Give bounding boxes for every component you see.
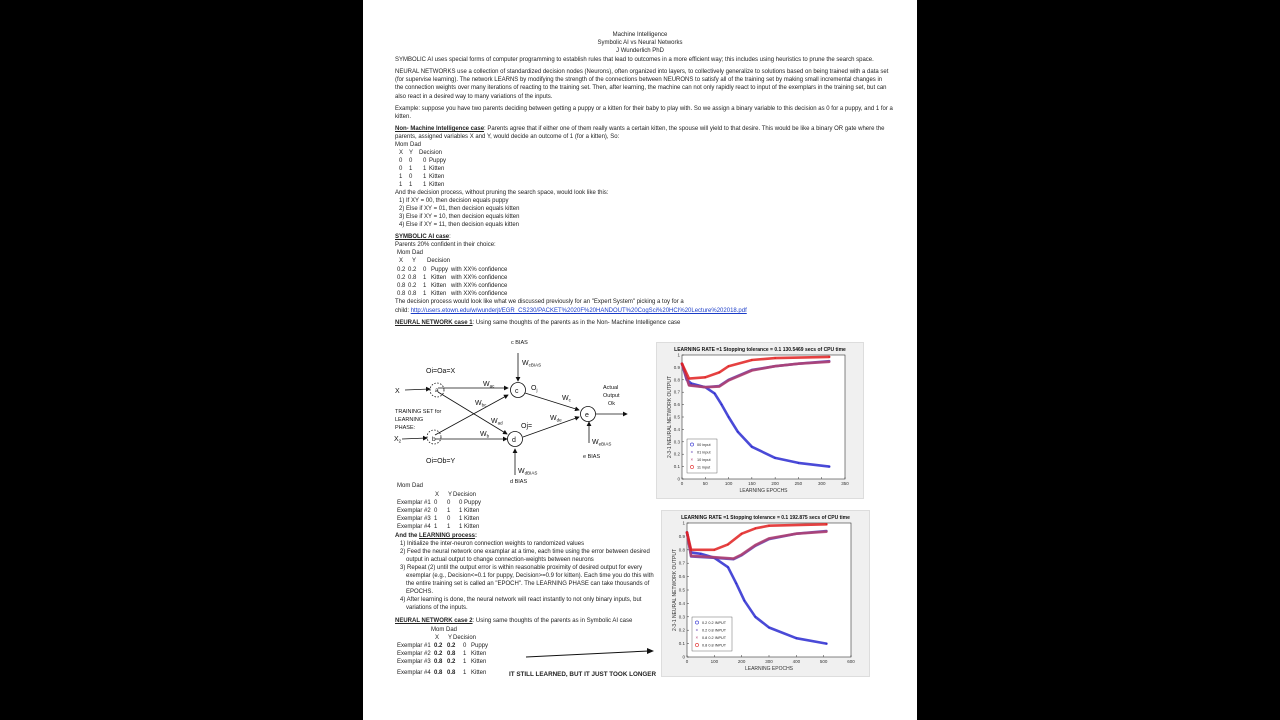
table-cell: 0 [434, 500, 438, 506]
neural-network-diagram [390, 335, 650, 485]
learning-step: the entire training set is called an "EPOCH". The LEARNING PHASE can take thousands of [406, 581, 650, 587]
table-row [397, 508, 479, 515]
y-tick-label: 0.4 [673, 426, 680, 432]
nn-case1-heading: NEURAL NETWORK case 1 [395, 320, 473, 326]
w-b-label: $W_b$ [480, 431, 490, 439]
symbolic-confidence: Parents 20% confident in their choice: [395, 242, 496, 248]
data-point [718, 386, 720, 388]
data-point [688, 385, 690, 387]
table-cell: 0 [463, 643, 467, 649]
table-cell: 1 [459, 508, 463, 514]
legend-entry: 0.2 0.2 INPUT [702, 621, 727, 625]
ob-label: Oi=Ob=Y [426, 458, 456, 465]
doc-subtitle: Symbolic AI vs Neural Networks [597, 40, 683, 46]
table-cell: 0 [423, 267, 427, 273]
non-mi-step: 2) Else if XY = 01, then decision equals kitten [399, 206, 520, 212]
table-cell: 0.2 [397, 275, 406, 281]
expert-system-link[interactable]: http://users.etown.edu/w/wunderjt/EGR_CS230/PACKET%2020F%20HANDOUT%20CogSci%20HCI%20Lecture%202018.pdf [410, 308, 747, 314]
table-cell: 1 [459, 524, 463, 530]
x-tick-label: 100 [710, 659, 719, 664]
legend-entry: 10 input [697, 458, 711, 462]
node-d: d [512, 437, 516, 444]
table-cell: 0 [399, 158, 403, 164]
x-tick-label: 500 [819, 659, 828, 664]
table-cell: 0.8 [408, 275, 417, 281]
data-point [718, 372, 720, 374]
table-cell: Kitten [429, 174, 445, 180]
x-tick-label: 600 [847, 659, 855, 664]
x-tick-label: 300 [765, 659, 773, 664]
table-cell: 0.2 [434, 643, 443, 649]
table-cell: 0 [434, 508, 438, 514]
legend-entry: 0.2 0.8 INPUT [702, 628, 727, 633]
non-mi-step: 4) Else if XY = 11, then decision equals kitten [399, 222, 520, 228]
table-cell: Exemplar #3 [397, 516, 431, 522]
y-tick-label: 0.9 [673, 364, 680, 370]
table-cell: 1 [434, 516, 438, 522]
y-tick-label: 0.3 [673, 439, 680, 445]
x-tick-label: 150 [748, 481, 756, 486]
y-tick-label: 0.2 [673, 451, 680, 457]
oj-eq-label: Oj= [521, 423, 533, 430]
y-tick-label: 0.8 [678, 547, 685, 553]
oj-label: $O_j$ [531, 385, 538, 393]
learning-step: 3) Repeat (2) until the output error is within reasonable proximity of desired output for every [400, 565, 643, 571]
w-ad-label: $W_{ad}$ [491, 418, 503, 426]
data-point [796, 533, 798, 535]
data-point [826, 524, 828, 526]
y-tick-label: 0.3 [678, 614, 685, 620]
table-cell: Exemplar #4 [397, 670, 431, 676]
neural-intro-2: (for supervise learning). The network LEARNS by modifying the strength of the connections between NEURONS to satisfy all of the training set by making small incremental changes in [395, 77, 883, 83]
y-tick-label: 0.4 [678, 600, 685, 606]
table-cell: Kitten [429, 166, 445, 172]
table-cell: Exemplar #1 [397, 500, 431, 506]
d-bias-label: d BIAS [510, 479, 528, 485]
table-cell: Kitten [464, 508, 480, 514]
x-axis-label: LEARNING EPOCHS [744, 666, 794, 672]
data-point [828, 361, 830, 363]
svg-text:LEARNING: LEARNING [395, 417, 424, 423]
data-point [714, 556, 716, 558]
table-cell: with XX% confidence [451, 283, 508, 289]
document-page [363, 0, 917, 720]
learning-step: output in actual output to change connection-weights between neurons [406, 557, 594, 563]
table-cell: 0 [447, 516, 451, 522]
table-cell: 1 [423, 182, 427, 188]
table-row [397, 651, 486, 658]
data-point [744, 600, 746, 602]
y-tick-label: 0.5 [678, 587, 685, 593]
node-b: b [432, 436, 436, 443]
svg-text:PHASE:: PHASE: [395, 425, 416, 431]
example-1: Example: suppose you have two parents deciding between getting a puppy or a kitten for their baby to play with. So we assign a binary variable to this decision as 0 for a puppy, and 1 for a [395, 106, 893, 112]
example-2: kitten. [395, 114, 412, 120]
table-cell: 0.2 [434, 651, 443, 657]
table-cell: 0.2 [408, 283, 417, 289]
table-cell: 0 [409, 158, 413, 164]
nn-case1-line: NEURAL NETWORK case 1: Using same thoughts of the parents as in the Non- Machine Intelligence case [395, 320, 681, 326]
node-e: e [585, 412, 589, 419]
neural-intro-1: NEURAL NETWORKS use a collection of standardized decision nodes (Neurons), often organized into layers, to collectively generalize to solutions based on being trained with a data set [395, 69, 889, 75]
neural-intro-3: the connection weights over many iterations of reacting to the training set. Then, after learning, the machine can not only rapidly react to input of the exemplars in the training set, but can [395, 85, 887, 91]
table-cell: 0.8 [434, 670, 443, 676]
table-row [399, 158, 446, 165]
table-row [397, 267, 507, 274]
data-point [826, 531, 828, 533]
table-cell: 1 [423, 291, 427, 297]
table-cell: 0.2 [447, 659, 456, 665]
chart-title: LEARNING RATE =1 Stopping tolerance = 0.1 130.5469 secs of CPU time [674, 347, 846, 353]
table-cell: with XX% confidence [451, 275, 508, 281]
table-cell: 1 [459, 516, 463, 522]
case1-table-header: X YDecision [435, 492, 477, 498]
data-point [798, 462, 800, 464]
legend-marker-x-icon: × [695, 627, 699, 633]
actual-output-label: Actual [603, 385, 619, 391]
chart-case2 [661, 510, 870, 677]
learning-step: 4) After learning is done, the neural network will react instantly to not only binary inputs, but [400, 597, 642, 603]
y-tick-label: 0.7 [678, 560, 685, 566]
table-cell: 0.8 [434, 659, 443, 665]
data-point [737, 431, 739, 433]
c-bias-label: c BIAS [511, 340, 528, 346]
table-cell: Kitten [431, 291, 447, 297]
x-axis-label: LEARNING EPOCHS [739, 488, 788, 494]
table-cell: Kitten [429, 182, 445, 188]
node-a: a [435, 387, 439, 394]
y-tick-label: 0 [677, 476, 680, 482]
data-point [741, 554, 743, 556]
non-mi-heading: Non- Machine Intelligence case [395, 126, 485, 132]
data-point [688, 378, 690, 380]
doc-author: J Wunderlich PhD [616, 48, 664, 54]
table-cell: Kitten [431, 275, 447, 281]
table-cell: Kitten [464, 516, 480, 522]
table-cell: 0.8 [397, 291, 406, 297]
case2-mom-dad: Mom Dad [431, 627, 458, 633]
data-point [690, 549, 692, 551]
non-mi-text: : Parents agree that if either one of them really wants a certain kitten, the spouse will yield to that desire. This would be like a binary OR gate where the [484, 126, 885, 132]
y-axis-label: 2-3-1 NEURAL NETWORK OUTPUT [667, 375, 673, 459]
data-point [686, 532, 688, 534]
table-cell: 1 [463, 670, 467, 676]
w-ac-label: $W_{ac}$ [483, 381, 495, 389]
e-bias-label: e BIAS [583, 454, 601, 460]
data-point [768, 627, 770, 629]
w-dbias-label: $W_{dBIAS}$ [518, 468, 538, 476]
legend-marker-x-icon: × [695, 635, 699, 640]
table-cell: 0 [423, 158, 427, 164]
table-row [399, 166, 444, 173]
table-row [399, 174, 444, 181]
learning-step: exemplar (e.g., Decision<=0.1 for puppy, Decision>=0.9 for kitten). Each time you do this with [406, 573, 654, 579]
case1-mom-dad: Mom Dad [397, 483, 424, 489]
chart-case1 [656, 342, 864, 499]
w-de-label: $W_{de}$ [550, 415, 562, 423]
table-cell: Kitten [431, 283, 447, 289]
x-tick-label: 0 [680, 481, 684, 486]
data-point [727, 544, 729, 546]
table-cell: 0.8 [408, 291, 417, 297]
table-cell: 1 [423, 174, 427, 180]
table-cell: Puppy [431, 267, 449, 273]
data-point [755, 528, 757, 530]
data-point [728, 365, 730, 367]
data-point [728, 380, 730, 382]
data-point [690, 555, 692, 557]
table-cell: Kitten [471, 659, 487, 665]
table-cell: Puppy [471, 643, 489, 649]
table-row [399, 182, 444, 189]
non-mi-mom-dad: Mom Dad [395, 142, 422, 148]
data-point [735, 583, 737, 585]
data-point [768, 525, 770, 527]
non-mi-step: 1) If XY = 00, then decision equals puppy [399, 198, 509, 204]
learning-heading: LEARNING process [419, 533, 476, 539]
table-row [397, 275, 507, 282]
data-point [828, 466, 830, 468]
data-point [727, 566, 729, 568]
table-cell: 0.2 [397, 267, 406, 273]
table-cell: 0.8 [397, 283, 406, 289]
table-cell: 1 [463, 651, 467, 657]
table-cell: Exemplar #4 [397, 524, 431, 530]
learning-step: variations of the inputs. [406, 605, 468, 611]
legend-entry: 00 input [697, 443, 711, 447]
y-tick-label: 1 [682, 520, 685, 526]
svg-text:Ok: Ok [608, 401, 616, 407]
x-tick-label: 100 [724, 481, 733, 486]
y-tick-label: 0.1 [673, 464, 680, 470]
nn-case2-line: NEURAL NETWORK case 2: Using same thoughts of the parents as in Symbolic AI case [395, 618, 633, 624]
data-point [768, 538, 770, 540]
legend-entry: 11 input [697, 465, 711, 470]
data-point [774, 357, 776, 359]
non-mi-line-2: parents, assigned variables X and Y, would decide an outcome of 1 (for a kitten), So: [395, 134, 620, 140]
data-point [704, 386, 706, 388]
learning-step: 1) Initialize the inter-neuron connection weights to randomized values [400, 541, 585, 547]
symbolic-mom-dad: Mom Dad [397, 250, 424, 256]
x-tick-label: 50 [702, 481, 708, 486]
neural-intro-4: also react in a desired way to many variations of the inputs. [395, 94, 553, 100]
table-row [397, 670, 486, 677]
table-cell: 0 [459, 500, 463, 506]
x-tick-label: 250 [794, 481, 803, 486]
data-point [798, 363, 800, 365]
table-cell: Exemplar #3 [397, 659, 431, 665]
table-cell: 0 [399, 166, 403, 172]
table-cell: 1 [399, 174, 403, 180]
table-cell: 1 [463, 659, 467, 665]
oa-label: Oi=Oa=X [426, 368, 456, 375]
table-cell: 1 [423, 275, 427, 281]
x-tick-label: 0 [685, 659, 689, 664]
svg-text:Output: Output [603, 393, 620, 399]
case2-note: IT STILL LEARNED, BUT IT JUST TOOK LONGER [509, 671, 657, 678]
table-cell: Exemplar #2 [397, 508, 431, 514]
table-cell: Puppy [429, 158, 447, 164]
node-c: c [515, 388, 519, 395]
data-point [796, 637, 798, 639]
table-row [397, 516, 479, 523]
data-point [700, 553, 702, 555]
symbolic-child-line: child: http://users.etown.edu/w/wunderjt/EGR_CS230/PACKET%2020F%20HANDOUT%20CogSci%20HCI%20Lecture%202018.pdf [395, 308, 747, 314]
x-input-label: X [395, 388, 400, 395]
y-tick-label: 0.5 [673, 414, 680, 420]
table-cell: 1 [409, 166, 413, 172]
table-cell: Kitten [471, 670, 487, 676]
y-tick-label: 0.6 [673, 402, 680, 408]
arrow-to-chart [523, 645, 658, 660]
table-cell: with XX% confidence [451, 267, 508, 273]
y-tick-label: 0 [682, 654, 685, 660]
table-cell: 1 [447, 524, 451, 530]
x2-input-label: $X_2$ [394, 436, 402, 444]
table-row [397, 643, 488, 650]
x-tick-label: 350 [841, 481, 849, 486]
symbolic-heading-line: SYMBOLIC AI case: [395, 234, 451, 240]
y-axis-label: 2-3-1 NEURAL NETWORK OUTPUT [672, 548, 678, 632]
table-cell: Puppy [464, 500, 482, 506]
table-row [397, 524, 479, 531]
y-tick-label: 0.7 [673, 389, 680, 395]
table-cell: with XX% confidence [451, 291, 508, 297]
chart-title: LEARNING RATE =1 Stopping tolerance = 0.1 192.875 secs of CPU time [681, 515, 850, 521]
data-point [721, 404, 723, 406]
y-tick-label: 0.6 [678, 574, 685, 580]
data-point [751, 359, 753, 361]
non-mi-process-intro: And the decision process, without pruning the search space, would look like this: [395, 190, 609, 196]
table-cell: 0.8 [447, 670, 456, 676]
training-set-label: TRAINING SET for [395, 409, 442, 415]
data-point [741, 533, 743, 535]
table-row [397, 659, 486, 666]
x-tick-label: 200 [771, 481, 779, 486]
data-point [826, 643, 828, 645]
data-point [828, 356, 830, 358]
w-ebias-label: $W_{eBIAS}$ [592, 439, 612, 447]
legend-entry: 0.8 0.8 INPUT [702, 643, 727, 648]
learning-step: 2) Feed the neural network one examplar at a time, each time using the error between desired [400, 549, 650, 555]
table-cell: Exemplar #2 [397, 651, 431, 657]
table-cell: Kitten [464, 524, 480, 530]
w-c-label: $W_c$ [562, 395, 571, 403]
table-cell: 0 [447, 500, 451, 506]
x-tick-label: 400 [792, 659, 801, 664]
data-point [751, 446, 753, 448]
data-point [755, 616, 757, 618]
data-point [774, 457, 776, 459]
data-point [704, 377, 706, 379]
x-tick-label: 300 [817, 481, 826, 486]
case2-table-header: X YDecision [435, 635, 477, 641]
table-cell: 0.2 [447, 643, 456, 649]
table-cell: 0.8 [447, 651, 456, 657]
y-tick-label: 1 [677, 352, 680, 358]
data-point [681, 363, 683, 365]
data-point [728, 416, 730, 418]
table-cell: 1 [423, 166, 427, 172]
table-cell: Exemplar #1 [397, 643, 431, 649]
y-tick-label: 0.1 [678, 641, 685, 647]
non-mi-table-header: X Y Decision [399, 150, 443, 156]
y-tick-label: 0.9 [678, 533, 685, 539]
table-row [397, 500, 481, 507]
table-cell: 0.2 [408, 267, 417, 273]
legend-entry: 0.8 0.2 INPUT [702, 636, 727, 640]
symbolic-table-header: X Y Decision [399, 258, 451, 264]
data-point [774, 365, 776, 367]
symbolic-heading: SYMBOLIC AI case [395, 234, 450, 240]
symbolic-intro: SYMBOLIC AI uses special forms of computer programming to establish rules that lead to outcomes in a more efficient way; this includes using heuristics to prune the search space. [395, 57, 874, 63]
non-mi-step: 3) Else if XY = 10, then decision equals kitten [399, 214, 520, 220]
data-point [714, 549, 716, 551]
w-bc-label: $W_{bc}$ [475, 400, 487, 408]
table-cell: 1 [399, 182, 403, 188]
w-cbias-label: $W_{cBIAS}$ [522, 360, 542, 368]
nn-case2-heading: NEURAL NETWORK case 2 [395, 618, 473, 624]
table-cell: Kitten [471, 651, 487, 657]
table-row [397, 291, 507, 298]
table-row [397, 283, 507, 290]
legend-marker-x-icon: × [690, 457, 694, 462]
data-point [714, 393, 716, 395]
legend-entry: 01 input [697, 450, 711, 455]
doc-title: Machine Intelligence [612, 32, 668, 38]
non-mi-line-1 [395, 126, 884, 133]
x-tick-label: 200 [737, 659, 746, 664]
learning-heading-line: And the LEARNING process: [395, 533, 478, 539]
data-point [733, 558, 735, 560]
data-point [751, 370, 753, 372]
y-tick-label: 0.8 [673, 377, 680, 383]
learning-step: EPOCHS. [406, 589, 434, 595]
symbolic-process: The decision process would look like what we discussed previously for an "Expert System" picking a toy for a [395, 299, 684, 305]
y-tick-label: 0.2 [678, 627, 685, 633]
legend-marker-x-icon: × [690, 449, 694, 455]
table-cell: 1 [447, 508, 451, 514]
table-cell: 0 [409, 174, 413, 180]
table-cell: 1 [423, 283, 427, 289]
data-point [755, 544, 757, 546]
table-cell: 1 [409, 182, 413, 188]
table-cell: 1 [434, 524, 438, 530]
